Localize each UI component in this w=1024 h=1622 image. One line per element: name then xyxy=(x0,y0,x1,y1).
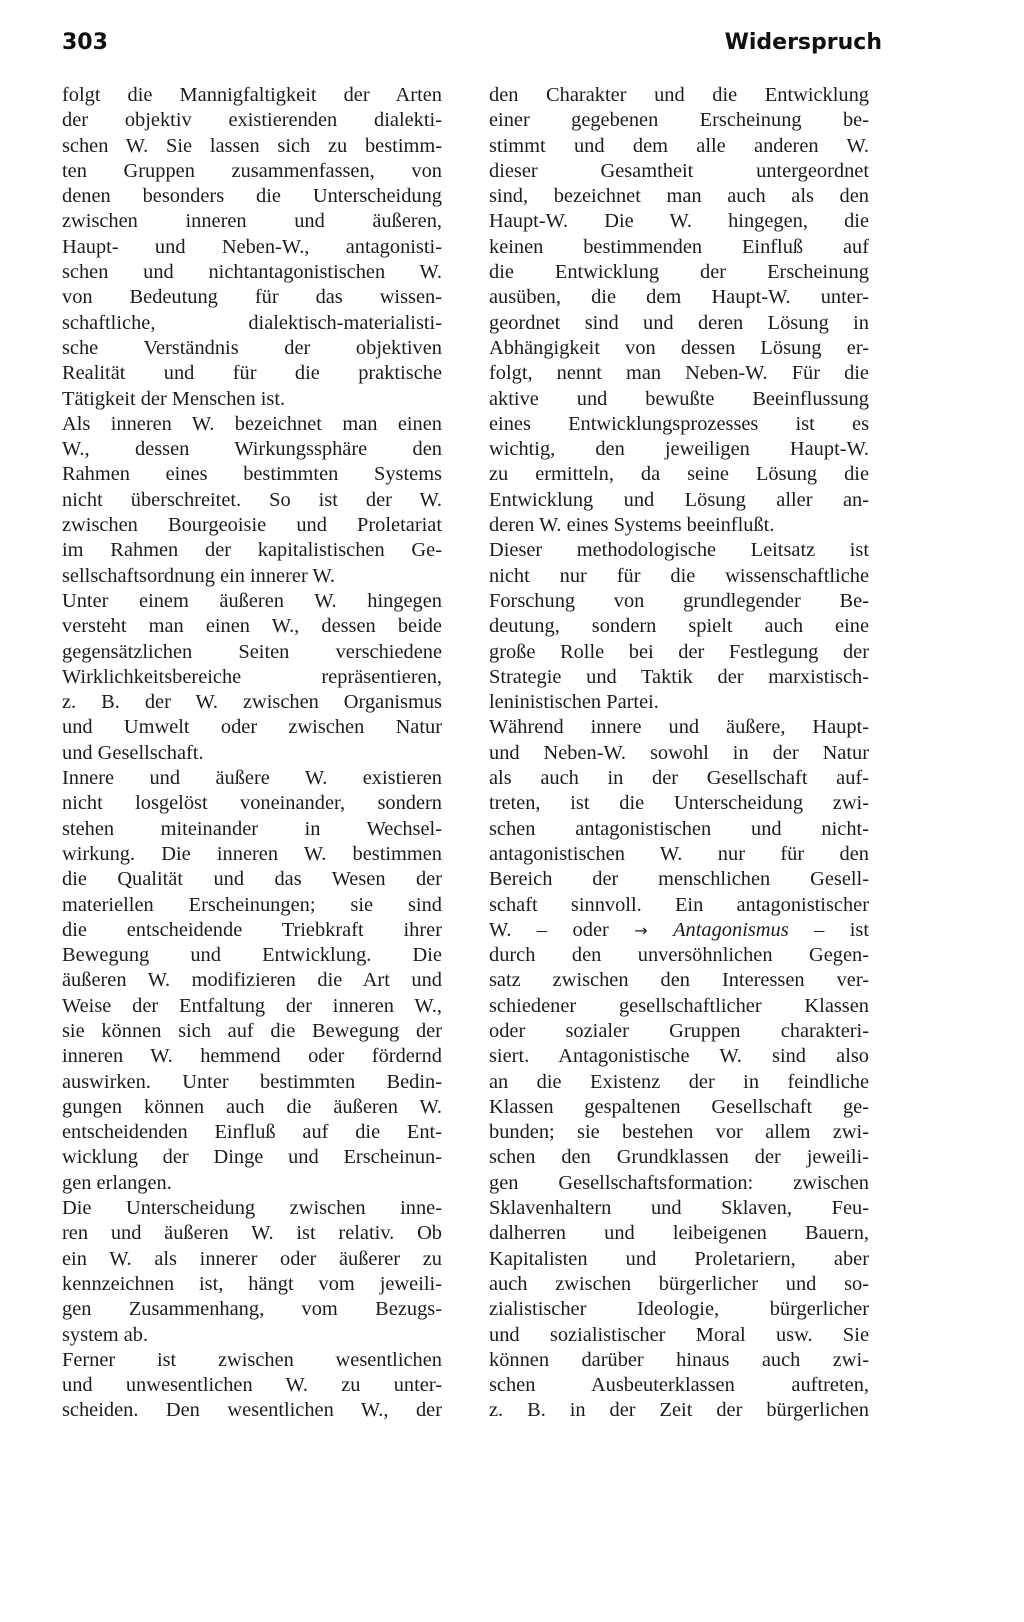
running-head: Widerspruch xyxy=(724,30,882,55)
text-line: Tätigkeit der Menschen ist. xyxy=(62,387,286,410)
text-line: Kapitalisten und Proletariern, aber xyxy=(489,1247,869,1270)
text-line: stehen miteinander in Wechsel- xyxy=(62,817,442,840)
xref-after-text: – ist xyxy=(788,918,869,941)
text-line: auch zwischen bürgerlicher und so- xyxy=(489,1272,869,1295)
page-number: 303 xyxy=(62,30,108,55)
text-line: wicklung der Dinge und Erscheinun- xyxy=(62,1146,442,1169)
text-line: z. B. in der Zeit der bürgerlichen xyxy=(489,1399,869,1422)
text-line: ren und äußeren W. ist relativ. Ob xyxy=(62,1222,442,1245)
text-line: stimmt und dem alle anderen W. xyxy=(489,134,869,157)
text-line: schen antagonistischen und nicht- xyxy=(489,817,869,840)
text-line: gegensätzlichen Seiten verschiedene xyxy=(62,640,442,663)
text-line: im Rahmen der kapitalistischen Ge- xyxy=(62,539,442,562)
text-line: deren W. eines Systems beeinflußt. xyxy=(489,514,775,537)
text-line: aktive und bewußte Beeinflussung xyxy=(489,387,869,410)
right-text-column xyxy=(489,83,869,1424)
text-line: Dieser methodologische Leitsatz ist xyxy=(489,539,869,562)
text-line: W., dessen Wirkungssphäre den xyxy=(62,438,442,461)
text-line: nicht losgelöst voneinander, sondern xyxy=(62,792,442,815)
text-line: von Bedeutung für das wissen- xyxy=(62,286,442,309)
text-line: Bewegung und Entwicklung. Die xyxy=(62,944,442,967)
text-line: und Gesellschaft. xyxy=(62,741,204,764)
text-line: Während innere und äußere, Haupt- xyxy=(489,716,869,739)
text-line: können darüber hinaus auch zwi- xyxy=(489,1348,869,1371)
text-line: zwischen inneren und äußeren, xyxy=(62,210,442,233)
text-line: Bereich der menschlichen Gesell- xyxy=(489,868,869,891)
text-line: Strategie und Taktik der marxistisch- xyxy=(489,665,869,688)
text-line: nicht überschreitet. So ist der W. xyxy=(62,488,442,511)
text-line: Haupt-W. Die W. hingegen, die xyxy=(489,210,869,233)
text-line: Realität und für die praktische xyxy=(62,362,442,385)
text-line: zialistischer Ideologie, bürgerlicher xyxy=(489,1298,869,1321)
arrow-icon: → xyxy=(634,920,648,940)
text-line: Forschung von grundlegender Be- xyxy=(489,589,869,612)
text-line: ein W. als innerer oder äußerer zu xyxy=(62,1247,442,1270)
text-line: der objektiv existierenden dialekti- xyxy=(62,109,442,132)
text-line: nicht nur für die wissenschaftliche xyxy=(489,564,869,587)
left-text-column xyxy=(62,83,442,1424)
text-line: Als inneren W. bezeichnet man einen xyxy=(62,412,442,435)
text-line: durch den unversöhnlichen Gegen- xyxy=(489,944,869,967)
text-line: inneren W. hemmend oder fördernd xyxy=(62,1045,442,1068)
text-line: große Rolle bei der Festlegung der xyxy=(489,640,869,663)
text-line: gungen können auch die äußeren W. xyxy=(62,1095,442,1118)
text-line: Unter einem äußeren W. hingegen xyxy=(62,589,442,612)
text-line: schen W. Sie lassen sich zu bestimm- xyxy=(62,134,442,157)
text-line: sellschaftsordnung ein innerer W. xyxy=(62,564,335,587)
text-line: treten, ist die Unterscheidung zwi- xyxy=(489,792,869,815)
text-line: kennzeichnen ist, hängt vom jeweili- xyxy=(62,1272,442,1295)
text-line: dieser Gesamtheit untergeordnet xyxy=(489,159,869,182)
text-line: folgt, nennt man Neben-W. Für die xyxy=(489,362,869,385)
text-line: als auch in der Gesellschaft auf- xyxy=(489,767,869,790)
text-line: Wirklichkeitsbereiche repräsentieren, xyxy=(62,665,442,688)
text-line: die Entwicklung der Erscheinung xyxy=(489,261,869,284)
text-line: die Qualität und das Wesen der xyxy=(62,868,442,891)
text-line: Weise der Entfaltung der inneren W., xyxy=(62,994,442,1017)
text-line: Klassen gespaltenen Gesellschaft ge- xyxy=(489,1095,869,1118)
text-line: schaft sinnvoll. Ein antagonistischer xyxy=(489,893,869,916)
text-line: und Neben-W. sowohl in der Natur xyxy=(489,741,869,764)
text-line: Abhängigkeit von dessen Lösung er- xyxy=(489,336,869,359)
text-line: bunden; sie bestehen vor allem zwi- xyxy=(489,1121,869,1144)
text-line: gen erlangen. xyxy=(62,1171,172,1194)
text-line: auswirken. Unter bestimmten Bedin- xyxy=(62,1070,442,1093)
text-line: Ferner ist zwischen wesentlichen xyxy=(62,1348,442,1371)
text-line: den Charakter und die Entwicklung xyxy=(489,84,869,106)
text-line: z. B. der W. zwischen Organismus xyxy=(62,691,442,714)
text-line: Sklavenhaltern und Sklaven, Feu- xyxy=(489,1197,869,1220)
text-line: sie können sich auf die Bewegung der xyxy=(62,1019,442,1042)
text-line: leninistischen Partei. xyxy=(489,691,659,714)
text-line: antagonistischen W. nur für den xyxy=(489,842,869,865)
text-line: wichtig, den jeweiligen Haupt-W. xyxy=(489,438,869,461)
xref-before-text: W. – oder xyxy=(489,918,635,941)
text-line: ausüben, die dem Haupt-W. unter- xyxy=(489,286,869,309)
text-line: und unwesentlichen W. zu unter- xyxy=(62,1374,442,1397)
text-line: äußeren W. modifizieren die Art und xyxy=(62,969,442,992)
text-line: die entscheidende Triebkraft ihrer xyxy=(62,918,442,941)
text-line: siert. Antagonistische W. sind also xyxy=(489,1045,869,1068)
cross-reference-line xyxy=(489,918,869,943)
text-line: schaftliche, dialektisch-materialisti- xyxy=(62,311,442,334)
text-line: gen Gesellschaftsformation: zwischen xyxy=(489,1171,869,1194)
text-line: Innere und äußere W. existieren xyxy=(62,767,442,790)
text-line: und sozialistischer Moral usw. Sie xyxy=(489,1323,869,1346)
text-line: satz zwischen den Interessen ver- xyxy=(489,969,869,992)
text-line: ten Gruppen zusammenfassen, von xyxy=(62,159,442,182)
text-line: Entwicklung und Lösung aller an- xyxy=(489,488,869,511)
text-line: schen und nichtantagonistischen W. xyxy=(62,261,442,284)
text-line: und Umwelt oder zwischen Natur xyxy=(62,716,442,739)
text-line: schen Ausbeuterklassen auftreten, xyxy=(489,1374,869,1397)
text-line: Die Unterscheidung zwischen inne- xyxy=(62,1197,442,1220)
text-line: oder sozialer Gruppen charakteri- xyxy=(489,1019,869,1042)
text-line: materiellen Erscheinungen; sie sind xyxy=(62,893,442,916)
text-line: entscheidenden Einfluß auf die Ent- xyxy=(62,1121,442,1144)
text-line: gen Zusammenhang, vom Bezugs- xyxy=(62,1298,442,1321)
text-line: denen besonders die Unterscheidung xyxy=(62,185,442,208)
text-line: system ab. xyxy=(62,1323,149,1346)
right-column-block-b xyxy=(489,943,869,1424)
text-line: Rahmen eines bestimmten Systems xyxy=(62,463,442,486)
text-line: schen den Grundklassen der jeweili- xyxy=(489,1146,869,1169)
text-line: Haupt- und Neben-W., antagonisti- xyxy=(62,235,442,258)
text-line: sche Verständnis der objektiven xyxy=(62,336,442,359)
text-line: zu ermitteln, da seine Lösung die xyxy=(489,463,869,486)
text-line: eines Entwicklungsprozesses ist es xyxy=(489,412,869,435)
text-line: scheiden. Den wesentlichen W., der xyxy=(62,1399,442,1422)
antagonismus-link[interactable]: Antagonismus xyxy=(673,918,789,941)
text-line: folgt die Mannigfaltigkeit der Arten xyxy=(62,84,442,106)
text-line: an die Existenz der in feindliche xyxy=(489,1070,869,1093)
text-line: einer gegebenen Erscheinung be- xyxy=(489,109,869,132)
text-line: dalherren und leibeigenen Bauern, xyxy=(489,1222,869,1245)
text-line: sind, bezeichnet man auch als den xyxy=(489,185,869,208)
text-line: keinen bestimmenden Einfluß auf xyxy=(489,235,869,258)
text-line: deutung, sondern spielt auch eine xyxy=(489,615,869,638)
right-column-block-a xyxy=(489,83,869,918)
text-line: zwischen Bourgeoisie und Proletariat xyxy=(62,514,442,537)
text-line: schiedener gesellschaftlicher Klassen xyxy=(489,994,869,1017)
text-line: geordnet sind und deren Lösung in xyxy=(489,311,869,334)
text-line: wirkung. Die inneren W. bestimmen xyxy=(62,842,442,865)
text-line: versteht man einen W., dessen beide xyxy=(62,615,442,638)
